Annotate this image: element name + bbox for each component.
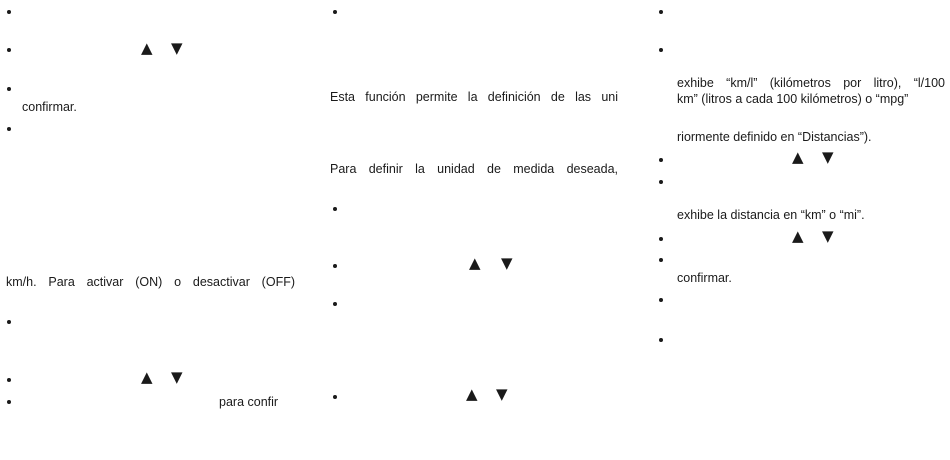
bullet bbox=[659, 180, 663, 184]
arrow-down-icon: ▼ bbox=[171, 368, 183, 386]
confirm-fragment-text: para confir bbox=[219, 395, 279, 409]
arrow-up-icon: ▲ bbox=[141, 39, 153, 57]
bullet bbox=[659, 298, 663, 302]
bullet bbox=[659, 338, 663, 342]
define-unit-text: Para definir la unidad de medida deseada, bbox=[330, 162, 618, 176]
bullet bbox=[7, 87, 11, 91]
distance-units-text: exhibe la distancia en “km” o “mi”. bbox=[677, 208, 865, 222]
arrow-up-icon: ▲ bbox=[792, 148, 804, 166]
arrow-up-icon: ▲ bbox=[792, 227, 804, 245]
arrow-down-icon: ▼ bbox=[501, 254, 513, 272]
function-description-text: Esta función permite la definición de las uni bbox=[330, 90, 618, 104]
bullet bbox=[659, 48, 663, 52]
confirm-text: confirmar. bbox=[22, 100, 77, 114]
arrow-down-icon: ▼ bbox=[822, 227, 834, 245]
bullet bbox=[659, 158, 663, 162]
bullet bbox=[333, 207, 337, 211]
arrow-down-icon: ▼ bbox=[822, 148, 834, 166]
bullet bbox=[7, 320, 11, 324]
bullet bbox=[659, 10, 663, 14]
consumption-units-text-line2: km” (litros a cada 100 kilómetros) o “mpg” bbox=[677, 92, 909, 106]
bullet bbox=[333, 395, 337, 399]
confirm-text: confirmar. bbox=[677, 271, 732, 285]
arrow-down-icon: ▼ bbox=[171, 39, 183, 57]
bullet bbox=[7, 378, 11, 382]
arrow-up-icon: ▲ bbox=[466, 385, 478, 403]
bullet bbox=[659, 258, 663, 262]
bullet bbox=[333, 302, 337, 306]
bullet bbox=[7, 127, 11, 131]
speed-toggle-text: km/h. Para activar (ON) o desactivar (OFF) bbox=[6, 275, 295, 289]
consumption-units-text-line1: exhibe “km/l” (kilómetros por litro), “l/100 bbox=[677, 76, 945, 90]
bullet bbox=[7, 48, 11, 52]
arrow-down-icon: ▼ bbox=[496, 385, 508, 403]
bullet bbox=[659, 237, 663, 241]
bullet bbox=[333, 264, 337, 268]
previously-defined-text: riormente definido en “Distancias”). bbox=[677, 130, 872, 144]
bullet bbox=[333, 10, 337, 14]
bullet bbox=[7, 400, 11, 404]
bullet bbox=[7, 10, 11, 14]
arrow-up-icon: ▲ bbox=[469, 254, 481, 272]
arrow-up-icon: ▲ bbox=[141, 368, 153, 386]
